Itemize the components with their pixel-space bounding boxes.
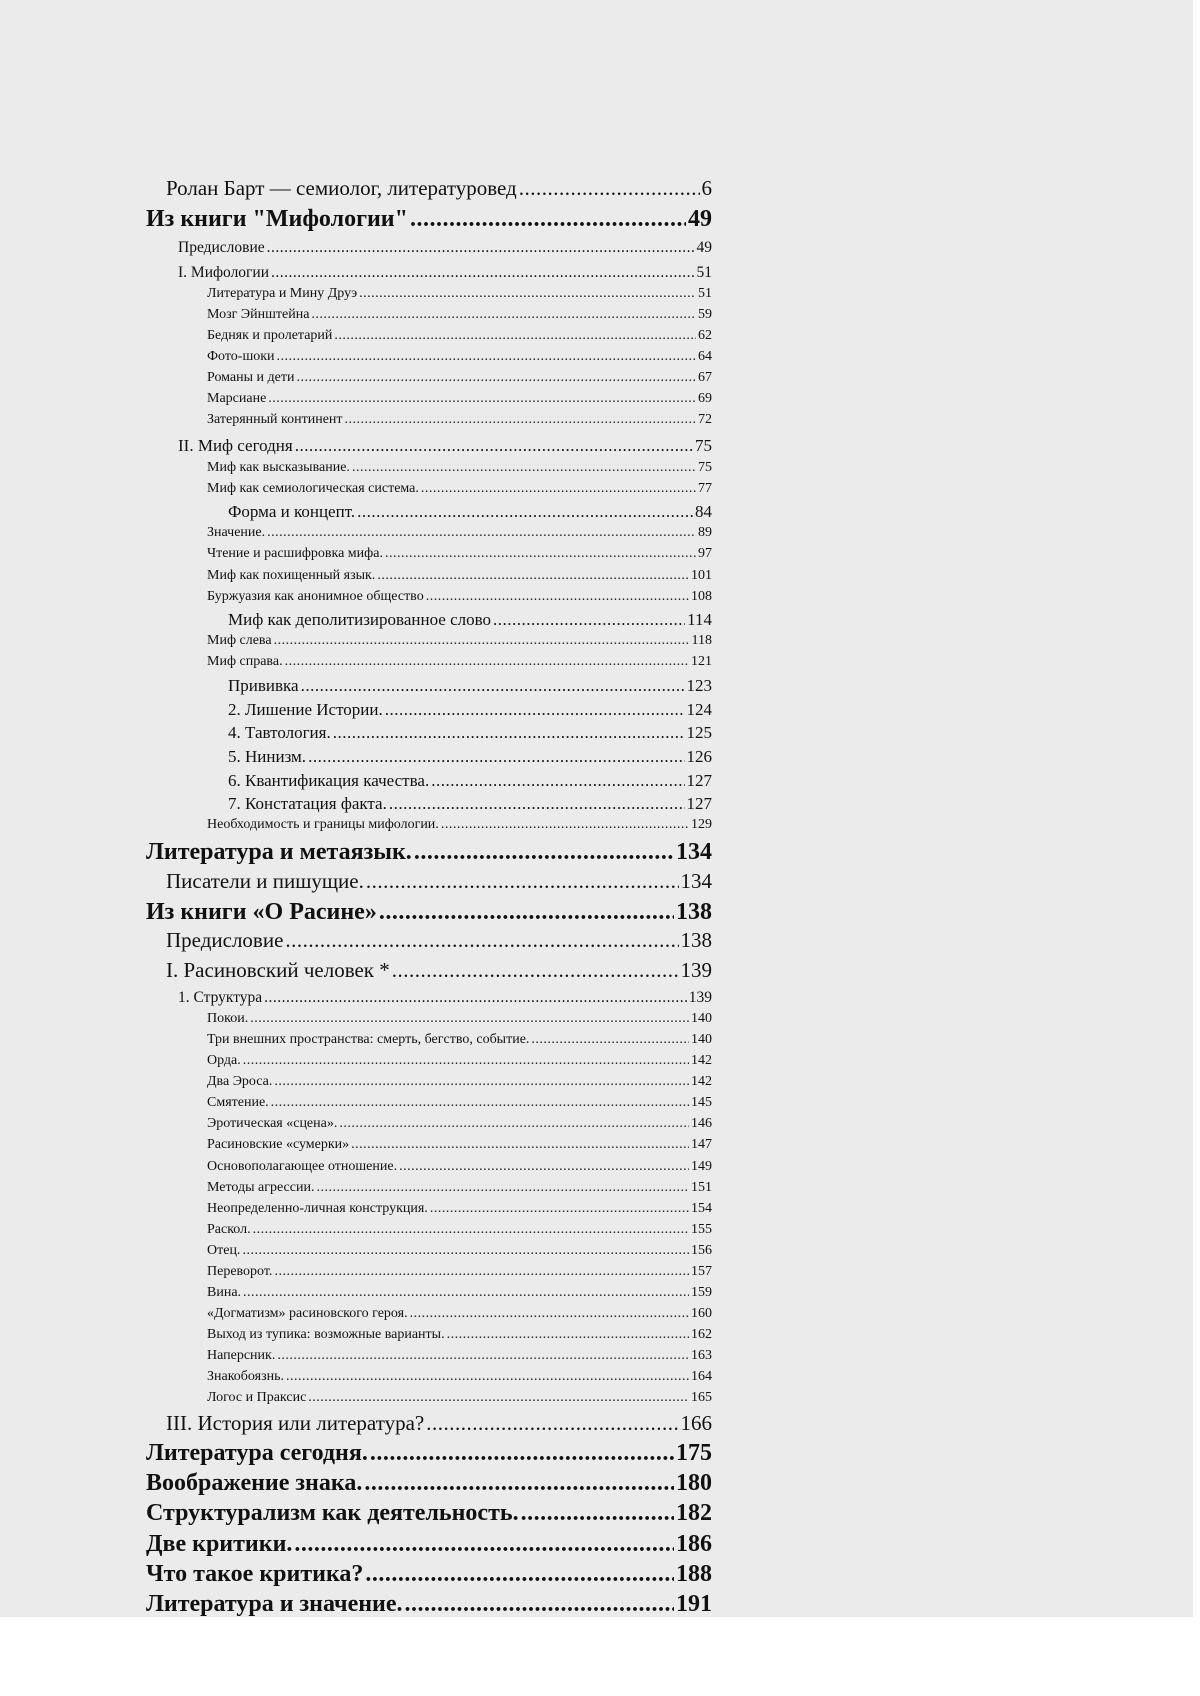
toc-entry[interactable] [207,1370,712,1384]
toc-entry-title: Буржуазия как анонимное общество [207,589,424,604]
toc-entry-title: 2. Лишение Истории. [228,700,383,719]
toc-entry-page: 165 [691,1390,712,1405]
toc-entry-title: II. Миф сегодня [178,436,293,455]
toc-entry-title: Романы и дети [207,370,295,385]
toc-entry[interactable] [228,772,712,789]
toc-entry[interactable] [207,1223,712,1237]
toc-leader-dots [410,207,686,231]
toc-entry-title: Раскол. [207,1222,251,1237]
toc-entry-page: 51 [698,286,712,301]
toc-entry-title: Необходимость и границы мифологии. [207,817,439,832]
toc-leader-dots [447,1328,689,1342]
toc-entry-title: 5. Нинизм. [228,747,307,766]
toc-entry-page: 186 [676,1531,712,1557]
toc-leader-dots [308,748,684,765]
toc-entry[interactable] [207,287,712,301]
toc-entry[interactable] [178,265,712,281]
toc-entry-title: Переворот. [207,1264,273,1279]
toc-entry-title: «Догматизм» расиновского героя. [207,1306,408,1321]
toc-leader-dots [352,461,696,475]
toc-entry-title: Миф слева [207,633,272,648]
toc-leader-dots [351,1138,689,1152]
toc-leader-dots [441,818,689,832]
toc-entry-page: 118 [691,633,712,648]
toc-entry-title: Литература и метаязык. [146,839,412,865]
toc-leader-dots [267,240,695,256]
toc-entry-title: Наперсник. [207,1348,276,1363]
toc-entry[interactable] [207,655,712,669]
toc-entry-page: 151 [691,1180,712,1195]
toc-entry-title: I. Расиновский человек * [166,958,390,982]
toc-entry[interactable] [228,724,712,741]
toc-entry-page: 157 [691,1264,712,1279]
toc-leader-dots [285,930,678,951]
toc-entry-page: 51 [696,264,712,281]
toc-entry-title: Знакобоязнь. [207,1369,285,1384]
toc-leader-dots [271,1096,689,1110]
toc-entry[interactable] [146,207,712,231]
toc-entry-page: 147 [691,1137,712,1152]
toc-entry-title: Форма и концепт. [228,502,356,521]
toc-entry-title: Предисловие [166,928,284,952]
toc-entry-page: 142 [691,1074,712,1089]
toc-entry-page: 69 [698,391,712,406]
toc-leader-dots [301,677,685,694]
toc-entry-page: 142 [691,1053,712,1068]
toc-entry-title: Выход из тупика: возможные варианты. [207,1327,445,1342]
toc-entry-page: 127 [686,771,712,790]
toc-entry[interactable] [207,634,712,648]
toc-leader-dots [294,1532,674,1556]
toc-leader-dots [277,350,696,364]
toc-leader-dots [521,1501,674,1525]
toc-leader-dots [264,990,687,1006]
toc-leader-dots [414,840,674,864]
toc-entry-title: 1. Структура [178,989,263,1006]
toc-leader-dots [389,795,685,812]
toc-entry-page: 162 [691,1327,712,1342]
toc-leader-dots [357,503,693,520]
toc-entry-page: 108 [691,589,712,604]
toc-entry-title: Расиновские «сумерки» [207,1137,350,1152]
toc-entry-title: Вина. [207,1285,242,1300]
toc-entry-page: 149 [691,1159,712,1174]
toc-entry-page: 140 [691,1011,712,1026]
toc-entry-title: Ролан Барт — семиолог, литературовед [166,176,517,200]
toc-entry-page: 72 [698,412,712,427]
toc-entry-page: 123 [686,676,712,695]
toc-entry[interactable] [166,960,712,981]
toc-leader-dots [405,1592,674,1616]
toc-entry-page: 84 [695,502,712,521]
toc-entry-page: 124 [686,700,712,719]
toc-leader-dots [242,1244,689,1258]
toc-entry[interactable] [207,1033,712,1047]
toc-entry[interactable] [166,1413,712,1434]
toc-entry-title: Миф как семиологическая система. [207,481,419,496]
toc-entry[interactable] [228,503,712,520]
toc-entry[interactable] [207,1181,712,1195]
toc-entry[interactable] [146,1471,712,1495]
toc-entry-title: Основополагающее отношение. [207,1159,398,1174]
toc-entry[interactable] [207,1202,712,1216]
toc-entry-title: I. Мифологии [178,264,270,281]
toc-entry-page: 125 [686,723,712,742]
toc-leader-dots [297,371,697,385]
toc-entry-title: Методы агрессии. [207,1180,315,1195]
toc-entry-page: 175 [676,1440,712,1466]
toc-entry[interactable] [207,1328,712,1342]
toc-entry-title: Два Эроса. [207,1074,273,1089]
toc-entry-title: Бедняк и пролетарий [207,328,333,343]
toc-entry-page: 49 [696,239,712,256]
toc-entry-page: 138 [680,928,712,952]
toc-leader-dots [311,308,696,322]
toc-leader-dots [316,1181,689,1195]
toc-entry-title: Предисловие [178,239,265,256]
toc-entry-page: 182 [676,1500,712,1526]
toc-entry-title: Смятение. [207,1095,269,1110]
toc-leader-dots [493,611,685,628]
toc-entry[interactable] [228,795,712,812]
toc-entry-title: Затерянный континент [207,412,343,427]
toc-entry[interactable] [146,840,712,864]
toc-entry[interactable] [207,1160,712,1174]
toc-leader-dots [364,1471,674,1495]
toc-leader-dots [271,265,694,281]
toc-entry-title: Что такое критика? [146,1561,364,1587]
toc-leader-dots [250,1012,689,1026]
toc-entry-title: Миф как похищенный язык. [207,568,376,583]
toc-entry[interactable] [207,1265,712,1279]
toc-leader-dots [345,413,696,427]
toc-entry-page: 49 [688,206,712,232]
toc-entry-title: Миф справа. [207,654,283,669]
toc-leader-dots [370,1441,674,1465]
toc-leader-dots [365,1562,674,1586]
toc-entry-title: Литература и Мину Друэ [207,286,358,301]
toc-entry-page: 67 [698,370,712,385]
toc-leader-dots [359,287,696,301]
toc-entry-page: 140 [691,1032,712,1047]
toc-entry-page: 154 [691,1201,712,1216]
toc-leader-dots [267,526,696,540]
toc-entry-title: Логос и Праксис [207,1390,307,1405]
toc-leader-dots [385,701,685,718]
toc-entry[interactable] [228,677,712,694]
toc-leader-dots [286,1370,689,1384]
toc-entry[interactable] [207,308,712,322]
toc-leader-dots [410,1307,689,1321]
toc-entry[interactable] [228,611,712,628]
toc-entry[interactable] [166,871,712,892]
toc-entry-title: Миф как деполитизированное слово [228,610,492,629]
toc-entry-title: III. История или литература? [166,1411,425,1435]
toc-entry[interactable] [178,990,712,1006]
toc-entry-title: Покои. [207,1011,249,1026]
toc-entry-page: 134 [680,869,712,893]
toc-entry[interactable] [207,1012,712,1026]
toc-leader-dots [430,1202,689,1216]
toc-entry[interactable] [207,329,712,343]
toc-leader-dots [519,178,700,199]
toc-leader-dots [243,1286,689,1300]
toc-entry-page: 75 [695,436,712,455]
toc-leader-dots [431,772,684,789]
toc-entry[interactable] [146,900,712,924]
toc-entry-page: 139 [680,958,712,982]
toc-entry[interactable] [228,748,712,765]
toc-entry-title: Значение. [207,525,266,540]
toc-entry[interactable] [207,1075,712,1089]
toc-entry[interactable] [146,1532,712,1556]
toc-entry-page: 164 [691,1369,712,1384]
toc-entry-page: 127 [686,794,712,813]
toc-entry-title: 4. Тавтология. [228,723,331,742]
toc-entry[interactable] [207,1054,712,1068]
toc-entry[interactable] [207,482,712,496]
toc-entry[interactable] [207,590,712,604]
toc-entry[interactable] [166,930,712,951]
toc-leader-dots [421,482,696,496]
toc-entry-page: 156 [691,1243,712,1258]
toc-entry[interactable] [207,461,712,475]
toc-entry[interactable] [207,413,712,427]
toc-entry-page: 134 [676,839,712,865]
toc-entry-title: Из книги "Мифологии" [146,206,408,232]
toc-entry-page: 159 [691,1285,712,1300]
toc-entry[interactable] [207,1096,712,1110]
toc-entry-page: 180 [676,1470,712,1496]
toc-entry-page: 101 [691,568,712,583]
toc-entry[interactable] [207,526,712,540]
toc-entry-page: 166 [680,1411,712,1435]
toc-entry-title: Из книги «О Расине» [146,899,377,925]
toc-leader-dots [268,392,696,406]
toc-leader-dots [426,590,689,604]
toc-leader-dots [285,655,689,669]
toc-leader-dots [334,329,696,343]
toc-entry-page: 139 [688,989,712,1006]
toc-entry[interactable] [207,818,712,832]
toc-leader-dots [377,569,689,583]
toc-entry[interactable] [228,701,712,718]
toc-entry[interactable] [207,392,712,406]
toc-entry[interactable] [207,569,712,583]
toc-entry-page: 126 [686,747,712,766]
toc-entry-title: Литература сегодня. [146,1440,368,1466]
toc-entry[interactable] [207,371,712,385]
toc-entry-title: Структурализм как деятельность. [146,1500,519,1526]
toc-leader-dots [274,1265,689,1279]
toc-entry[interactable] [207,1391,712,1405]
toc-leader-dots [366,871,679,892]
toc-entry[interactable] [146,1562,712,1586]
toc-entry[interactable] [178,437,712,454]
toc-entry-page: 62 [698,328,712,343]
toc-entry[interactable] [207,1244,712,1258]
toc-entry[interactable] [207,1117,712,1131]
toc-leader-dots [243,1054,689,1068]
toc-entry-title: Литература и значение. [146,1591,403,1617]
toc-entry-title: Неопределенно-личная конструкция. [207,1201,428,1216]
toc-leader-dots [253,1223,689,1237]
toc-entry-page: 75 [698,460,712,475]
toc-leader-dots [333,724,685,741]
toc-leader-dots [379,900,674,924]
toc-leader-dots [274,634,690,648]
toc-leader-dots [339,1117,689,1131]
toc-entry-title: Миф как высказывание. [207,460,350,475]
toc-entry[interactable] [207,547,712,561]
toc-entry-page: 114 [687,610,712,629]
toc-entry[interactable] [207,1349,712,1363]
toc-entry-page: 160 [691,1306,712,1321]
toc-entry-page: 146 [691,1116,712,1131]
toc-entry-page: 77 [698,481,712,496]
toc-leader-dots [399,1160,689,1174]
toc-entry-title: Марсиане [207,391,267,406]
toc-entry-title: Мозг Эйнштейна [207,307,310,322]
toc-entry-page: 6 [701,176,712,200]
toc-entry-page: 145 [691,1095,712,1110]
toc-entry[interactable] [146,1501,712,1525]
toc-leader-dots [385,547,696,561]
toc-leader-dots [274,1075,689,1089]
toc-leader-dots [277,1349,689,1363]
toc-leader-dots [295,437,693,454]
toc-entry-title: Две критики. [146,1531,293,1557]
toc-leader-dots [531,1033,689,1047]
toc-entry-title: Три внешних пространства: смерть, бегство, событие. [207,1032,530,1047]
toc-entry[interactable] [207,350,712,364]
toc-entry-title: Орда. [207,1053,241,1068]
toc-entry[interactable] [207,1286,712,1300]
toc-leader-dots [426,1413,678,1434]
toc-entry-title: Воображение знака. [146,1470,363,1496]
toc-entry-page: 191 [676,1591,712,1617]
toc-entry-page: 138 [676,899,712,925]
toc-entry-page: 97 [698,546,712,561]
toc-entry[interactable] [207,1307,712,1321]
toc-entry[interactable] [207,1138,712,1152]
toc-entry-page: 155 [691,1222,712,1237]
toc-entry-page: 89 [698,525,712,540]
toc-entry[interactable] [146,1592,712,1616]
toc-leader-dots [308,1391,689,1405]
toc-entry[interactable] [166,178,712,199]
toc-entry-page: 129 [691,817,712,832]
toc-entry[interactable] [146,1441,712,1465]
toc-entry-title: Чтение и расшифровка мифа. [207,546,383,561]
toc-entry-title: Фото-шоки [207,349,275,364]
toc-entry-title: 7. Констатация факта. [228,794,387,813]
toc-entry-page: 163 [691,1348,712,1363]
toc-entry-title: Отец. [207,1243,241,1258]
toc-leader-dots [392,960,679,981]
toc-entry[interactable] [178,240,712,256]
toc-entry-title: Прививка [228,676,299,695]
toc-entry-page: 59 [698,307,712,322]
toc-entry-title: 6. Квантификация качества. [228,771,430,790]
toc-entry-page: 64 [698,349,712,364]
toc-entry-page: 188 [676,1561,712,1587]
toc-entry-title: Эротическая «сцена». [207,1116,338,1131]
toc-entry-page: 121 [691,654,712,669]
toc-entry-title: Писатели и пишущие. [166,869,364,893]
